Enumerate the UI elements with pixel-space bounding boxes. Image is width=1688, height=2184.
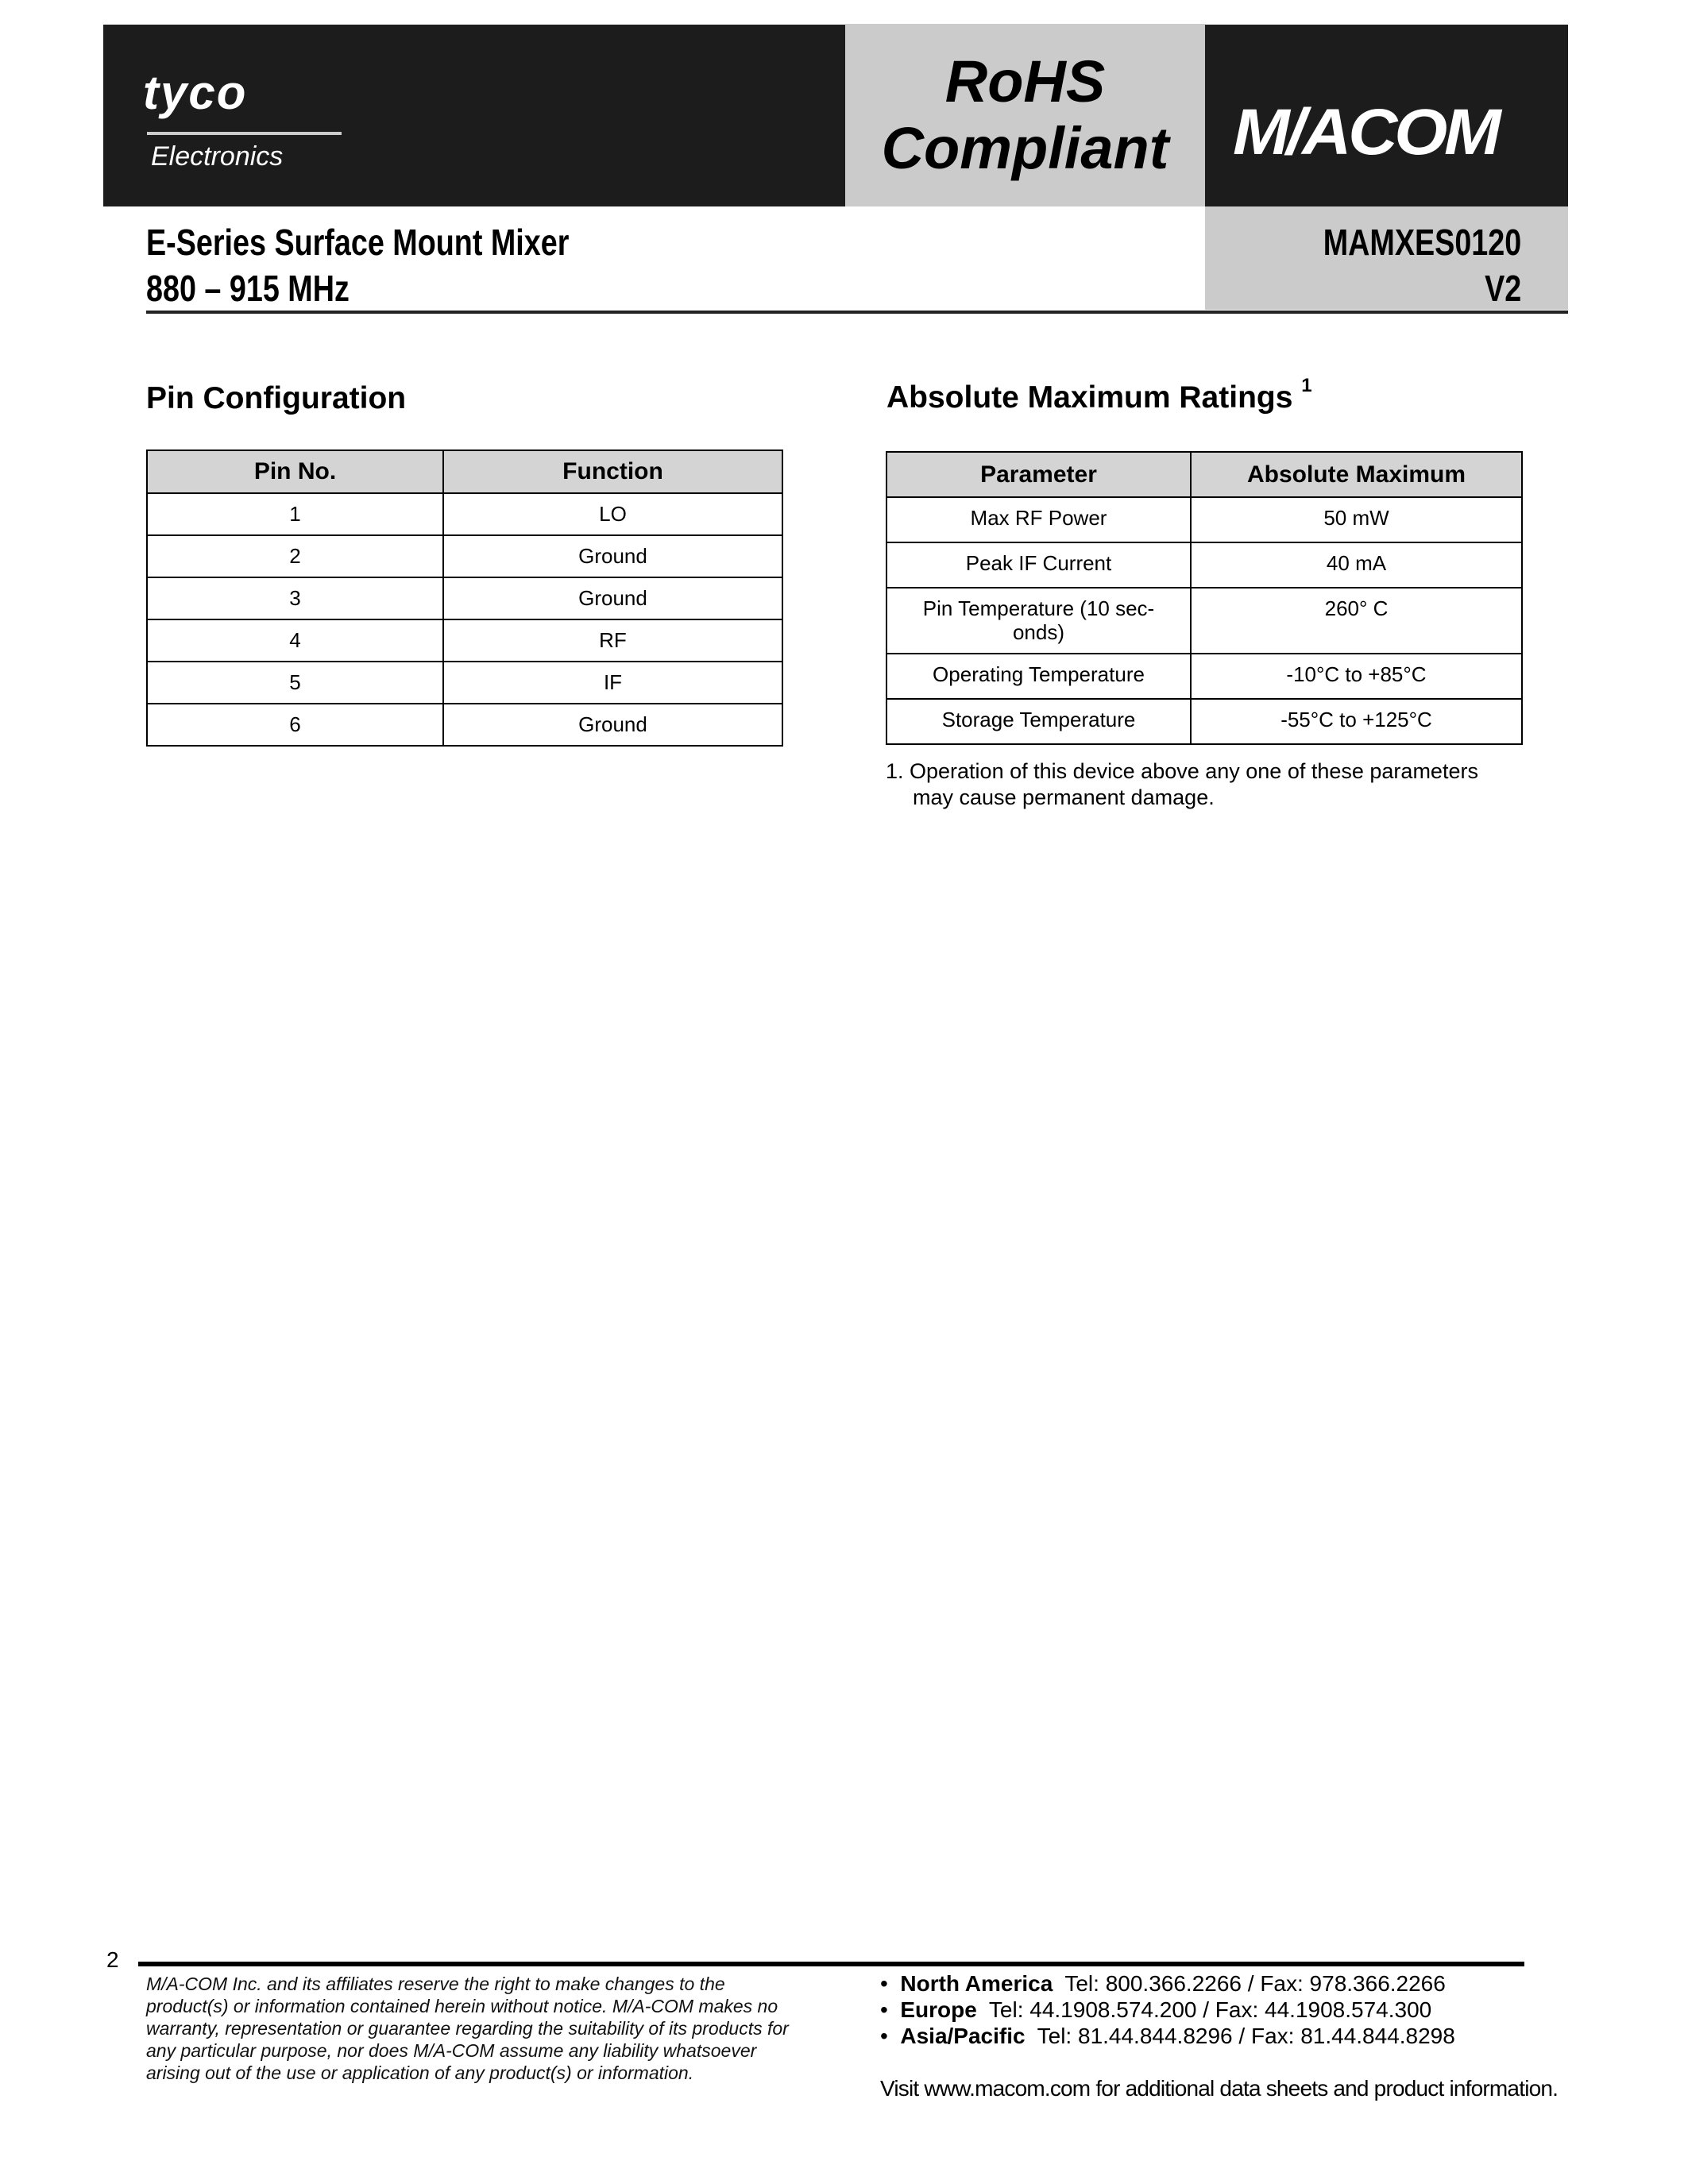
disclaimer: M/A-COM Inc. and its affiliates reserve the right to make changes to the product(s) or information contained herein without notice. M/A-COM makes no warranty, representation or guarantee regarding the suitability of its products for any particular purpose, nor does M/A-COM assume any liability whatsoever arising out of the use or application of any product(s) or information.	[146, 1974, 789, 2083]
footnote: 1. Operation of this device above any one of these parameters may cause permanent damage.	[886, 759, 1478, 809]
cell: 50 mW	[1191, 497, 1522, 542]
cell: 3	[147, 577, 443, 619]
cell: 4	[147, 619, 443, 662]
cell: RF	[443, 619, 782, 662]
col-header: Pin No.	[147, 450, 443, 493]
footnote-ref: 1	[1301, 375, 1312, 396]
col-header: Absolute Maximum	[1191, 452, 1522, 497]
region: Asia/Pacific	[900, 2024, 1026, 2048]
cell: IF	[443, 662, 782, 704]
cell: 5	[147, 662, 443, 704]
contact-asia-pacific: • Asia/Pacific Tel: 81.44.844.8296 / Fax: 81.44.844.8298	[880, 2024, 1455, 2048]
cell: -10°C to +85°C	[1191, 654, 1522, 699]
contact-north-america: • North America Tel: 800.366.2266 / Fax: 978.366.2266	[880, 1971, 1446, 1996]
pin-config-table	[146, 450, 783, 747]
table-row	[147, 662, 782, 704]
col-header: Parameter	[886, 452, 1191, 497]
cell: 2	[147, 535, 443, 577]
cell: 260° C	[1191, 588, 1522, 654]
header-rule	[146, 311, 1568, 314]
rohs-badge	[845, 24, 1205, 206]
cell: Max RF Power	[886, 497, 1191, 542]
table-row	[147, 535, 782, 577]
region: North America	[900, 1971, 1053, 1996]
tyco-subtitle: Electronics	[151, 141, 284, 172]
abs-max-heading	[886, 375, 1312, 415]
version: V2	[1484, 268, 1521, 309]
table-row	[886, 654, 1522, 699]
macom-logo: M/ACOM	[1233, 96, 1498, 168]
table-row	[147, 619, 782, 662]
heading-text: Absolute Maximum Ratings	[886, 380, 1293, 415]
cell: Peak IF Current	[886, 542, 1191, 588]
frequency-range: 880 – 915 MHz	[146, 268, 350, 309]
table-row	[886, 699, 1522, 744]
contact-info: Tel: 800.366.2266 / Fax: 978.366.2266	[1064, 1971, 1446, 1996]
rohs-line1: RoHS	[944, 48, 1106, 114]
cell: Operating Temperature	[886, 654, 1191, 699]
table-row	[886, 588, 1522, 654]
visit-link-text: Visit www.macom.com for additional data sheets and product information.	[880, 2076, 1559, 2101]
cell: LO	[443, 493, 782, 535]
page-number: 2	[106, 1947, 119, 1972]
pin-config-heading: Pin Configuration	[146, 381, 407, 415]
cell: 6	[147, 704, 443, 746]
table-row	[147, 493, 782, 535]
region: Europe	[900, 1997, 977, 2022]
table-row	[147, 704, 782, 746]
cell: 40 mA	[1191, 542, 1522, 588]
tyco-logo: tyco	[143, 66, 248, 119]
footer-rule	[138, 1962, 1524, 1966]
table-row	[886, 497, 1522, 542]
cell: Ground	[443, 577, 782, 619]
table-row	[886, 542, 1522, 588]
col-header: Function	[443, 450, 782, 493]
contact-info: Tel: 81.44.844.8296 / Fax: 81.44.844.8298	[1037, 2024, 1455, 2048]
table-row	[147, 577, 782, 619]
part-number: MAMXES0120	[1323, 222, 1521, 263]
cell: Pin Temperature (10 sec-onds)	[886, 588, 1191, 654]
cell: Ground	[443, 704, 782, 746]
contact-europe: • Europe Tel: 44.1908.574.200 / Fax: 44.1908.574.300	[880, 1997, 1432, 2022]
logo-divider	[147, 132, 342, 135]
cell: Ground	[443, 535, 782, 577]
contact-info: Tel: 44.1908.574.200 / Fax: 44.1908.574.300	[988, 1997, 1432, 2022]
product-title: E-Series Surface Mount Mixer	[146, 222, 570, 263]
rohs-line2: Compliant	[881, 115, 1169, 181]
abs-max-table	[886, 451, 1523, 745]
cell: 1	[147, 493, 443, 535]
cell: Storage Temperature	[886, 699, 1191, 744]
cell: -55°C to +125°C	[1191, 699, 1522, 744]
